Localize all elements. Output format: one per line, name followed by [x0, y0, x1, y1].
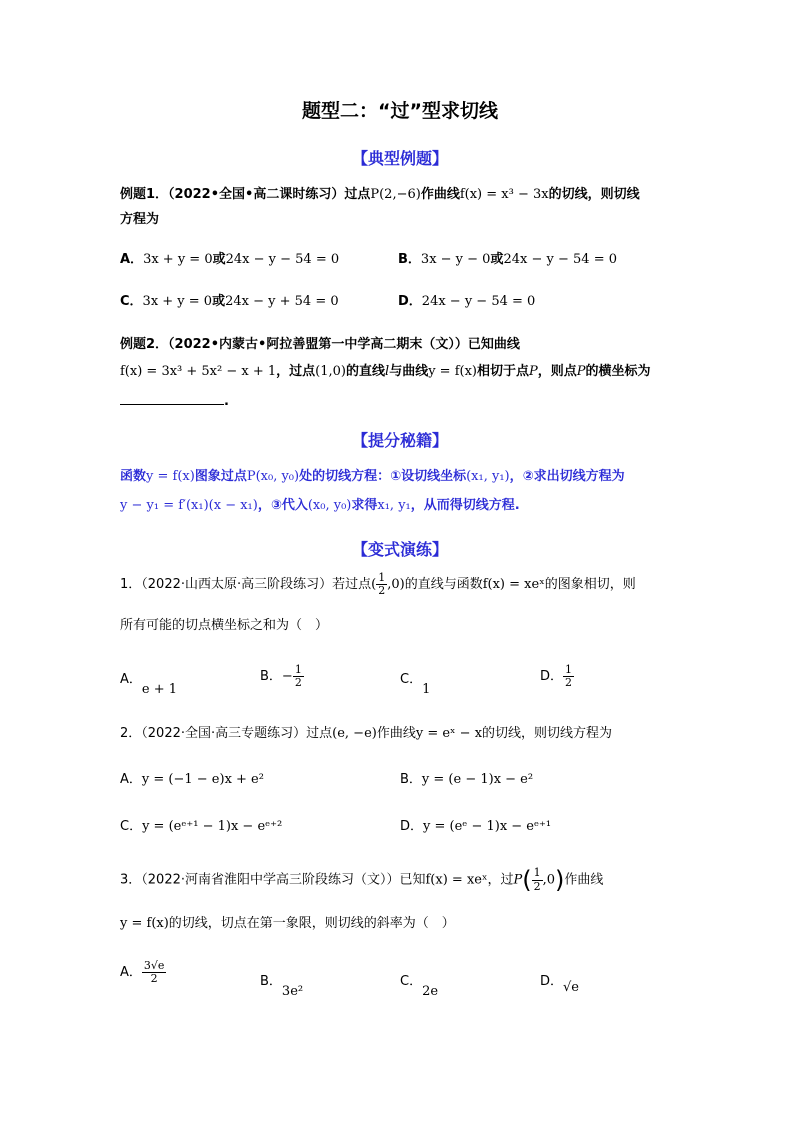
option-c-label: C． — [400, 672, 423, 687]
example-2-text-3: 与曲线 — [389, 364, 429, 379]
option-d-value: √e — [563, 980, 579, 995]
option-b-label: B． — [260, 974, 282, 989]
example-2-point-p2: P — [576, 364, 586, 379]
question-3-curve: y = f(x) — [120, 916, 169, 931]
question-1-option-a — [120, 668, 178, 697]
example-1-line-2: 方程为 — [120, 212, 160, 227]
example-2-text-1: ，过点 — [276, 364, 316, 379]
option-d-label: D． — [540, 974, 564, 989]
question-3-option-a — [120, 960, 166, 985]
question-3-source: （2022·河南省淮阳中学高三阶段练习（文））已知 — [141, 872, 426, 888]
question-3-text-3: 作曲线 — [564, 872, 604, 888]
option-c-label: C． — [120, 819, 143, 834]
question-3-line-1 — [120, 866, 603, 894]
tips-formula-6: x₁, y₁ — [377, 498, 411, 513]
example-2-curve: y = f(x) — [428, 364, 477, 379]
option-a-label: A． — [120, 672, 142, 687]
left-paren: ( — [522, 866, 532, 894]
question-1-option-d — [540, 664, 574, 689]
question-3-option-d — [540, 970, 579, 995]
question-2-option-d — [400, 815, 551, 834]
example-2-source: （2022•内蒙古•阿拉善盟第一中学高二期末（文））已知曲线 — [168, 337, 520, 352]
tips-formula-4: y − y₁ = f′(x₁)(x − x₁) — [120, 498, 258, 513]
option-b-eq1: 3x − y − 0 — [420, 252, 491, 267]
question-2-curve: y = eˣ − x — [415, 726, 483, 741]
example-1-point: P(2,−6) — [370, 187, 421, 202]
question-2-number: 2． — [120, 726, 142, 741]
question-1-point-fraction — [376, 572, 387, 597]
option-c-label: C． — [120, 294, 143, 309]
fraction-numerator: 1 — [565, 663, 573, 676]
example-1-option-b — [398, 248, 617, 267]
option-a-value: y = (−1 − e)x + e² — [141, 772, 264, 787]
option-d-eq1: 24x − y − 54 = 0 — [421, 294, 536, 309]
example-1-function: f(x) = x³ − 3x — [459, 187, 549, 202]
question-1-option-c — [400, 668, 431, 697]
tips-formula-1: y = f(x) — [146, 469, 195, 484]
option-d-value: y = (eᵉ − 1)x − eᵉ⁺¹ — [423, 819, 552, 834]
option-c-value: 1 — [422, 682, 431, 697]
example-2-text-5: ，则点 — [537, 364, 577, 379]
fraction-numerator: 1 — [294, 663, 302, 676]
tips-text-3: 处的切线方程：①设切线坐标 — [299, 469, 467, 484]
fraction-denominator: 2 — [150, 972, 158, 986]
question-1-line-1 — [120, 572, 636, 597]
example-2-text-4: 相切于点 — [477, 364, 530, 379]
example-2-text-6: 的横坐标为 — [585, 364, 651, 379]
tips-text-1: 函数 — [120, 469, 147, 484]
option-d-label: D． — [400, 819, 424, 834]
tips-formula-5: (x₀, y₀) — [307, 498, 352, 513]
question-3-option-b — [260, 970, 304, 999]
tips-text-7: ，从而得切线方程. — [410, 498, 520, 513]
fraction-denominator: 2 — [378, 584, 386, 598]
option-a-eq2: 24x − y − 54 = 0 — [225, 252, 340, 267]
question-3-option-c — [400, 970, 439, 999]
question-2-line-1 — [120, 722, 612, 741]
page-title: 题型二：“过”型求切线 — [302, 100, 498, 122]
option-b-label: B． — [400, 772, 422, 787]
question-1-option-b — [260, 664, 304, 689]
example-2-line-2 — [120, 360, 651, 379]
question-1-number: 1． — [120, 577, 142, 593]
question-3-point-fraction — [532, 867, 543, 892]
option-a-eq1: 3x + y = 0 — [143, 252, 213, 267]
section-heading-typical: 【典型例题】 — [351, 149, 448, 168]
example-2-text-2: 的直线 — [346, 364, 386, 379]
example-2-end: . — [224, 394, 229, 409]
question-3-point-rest: ,0 — [542, 872, 556, 888]
fraction-denominator: 2 — [533, 879, 541, 893]
example-1-label: 例题1． — [120, 187, 169, 202]
tips-text-6: 求得 — [351, 498, 378, 513]
section-heading-practice: 【变式演练】 — [351, 540, 448, 559]
tips-text-5: ，③代入 — [257, 498, 308, 513]
right-paren: ) — [555, 866, 565, 894]
example-2-line-l: l — [385, 364, 390, 379]
option-a-value: e + 1 — [141, 682, 178, 697]
question-3-point-p: P — [513, 872, 523, 888]
fraction-denominator: 2 — [294, 676, 302, 690]
example-2-label: 例题2． — [120, 337, 169, 352]
tips-formula-2: P(x₀, y₀) — [246, 469, 300, 484]
option-c-value: 2e — [422, 984, 439, 999]
question-1-text-2: 的直线与函数 — [404, 577, 483, 593]
tips-line-2 — [120, 494, 520, 513]
question-2-option-c — [120, 815, 282, 834]
option-b-value: y = (e − 1)x − e² — [421, 772, 534, 787]
example-1-mid: 作曲线 — [420, 187, 460, 202]
option-b-label: B． — [260, 669, 282, 685]
question-1-point: ( $\frac{1}{2}$ ,0) — [371, 571, 405, 598]
question-1-function: f(x) = xeˣ — [482, 577, 545, 593]
option-b-sign: − — [281, 669, 293, 685]
question-1-source: （2022·山西太原·高三阶段练习）若过点 — [141, 577, 372, 593]
question-2-option-a — [120, 768, 264, 787]
fraction-numerator: 1 — [378, 571, 386, 584]
fraction-numerator: 3√e — [143, 959, 165, 972]
option-d-fraction — [563, 664, 574, 689]
question-1-line-2: 所有可能的切点横坐标之和为（ ） — [120, 618, 329, 633]
question-2-source: （2022·全国·高三专题练习）过点 — [141, 726, 333, 741]
question-2-text-3: 的切线，则切线方程为 — [482, 726, 613, 741]
option-b-or: 或 — [490, 252, 504, 267]
question-3-function: f(x) = xeˣ — [425, 872, 488, 888]
question-3-text-2: ，过 — [487, 872, 514, 888]
fraction-numerator: 1 — [533, 866, 541, 880]
option-d-label: D． — [398, 294, 422, 309]
option-a-label: A． — [120, 252, 144, 267]
example-2-point-p: P — [529, 364, 538, 379]
example-2-function: f(x) = 3x³ + 5x² − x + 1 — [120, 364, 277, 379]
example-1-option-d — [398, 290, 535, 309]
question-1-text-3: 的图象相切，则 — [544, 577, 636, 593]
example-1-option-a — [120, 248, 339, 267]
example-1-tail: 的切线，则切线 — [548, 187, 640, 202]
example-2-line-1 — [120, 333, 520, 352]
tips-formula-3: (x₁, y₁) — [466, 469, 510, 484]
tips-text-4: ，②求出切线方程为 — [509, 469, 625, 484]
option-b-value: 3e² — [281, 984, 304, 999]
fraction-denominator: 2 — [565, 676, 573, 690]
option-c-eq1: 3x + y = 0 — [142, 294, 213, 309]
question-3-line-2 — [120, 912, 455, 931]
tips-line-1 — [120, 465, 625, 484]
example-1-line-1 — [120, 183, 640, 202]
option-b-label: B． — [398, 252, 421, 267]
section-heading-tips: 【提分秘籍】 — [351, 431, 448, 450]
question-3-number: 3． — [120, 872, 142, 888]
option-c-or: 或 — [212, 294, 226, 309]
example-2-point: (1,0) — [315, 364, 346, 379]
option-c-eq2: 24x − y + 54 = 0 — [225, 294, 339, 309]
option-c-label: C． — [400, 974, 423, 989]
question-2-point: (e, −e) — [332, 726, 377, 741]
question-1-point-rest: ,0) — [387, 577, 405, 593]
example-1-option-c — [120, 290, 339, 309]
example-2-answer-line — [120, 392, 229, 409]
option-b-fraction — [293, 664, 304, 689]
question-2-option-b — [400, 768, 533, 787]
question-2-text-2: 作曲线 — [376, 726, 416, 741]
tips-text-2: 图象过点 — [194, 469, 247, 484]
option-b-eq2: 24x − y − 54 = 0 — [503, 252, 617, 267]
option-a-or: 或 — [212, 252, 226, 267]
option-d-label: D． — [540, 669, 564, 685]
answer-blank[interactable] — [120, 392, 224, 405]
option-a-label: A． — [120, 772, 142, 787]
option-a-fraction — [142, 960, 167, 985]
option-c-value: y = (eᵉ⁺¹ − 1)x − eᵉ⁺² — [142, 819, 283, 834]
example-1-source: （2022•全国•高二课时练习）过点 — [168, 187, 371, 202]
option-a-label: A． — [120, 965, 142, 981]
question-3-text-4: 的切线，切点在第一象限，则切线的斜率为（ ） — [168, 916, 455, 931]
